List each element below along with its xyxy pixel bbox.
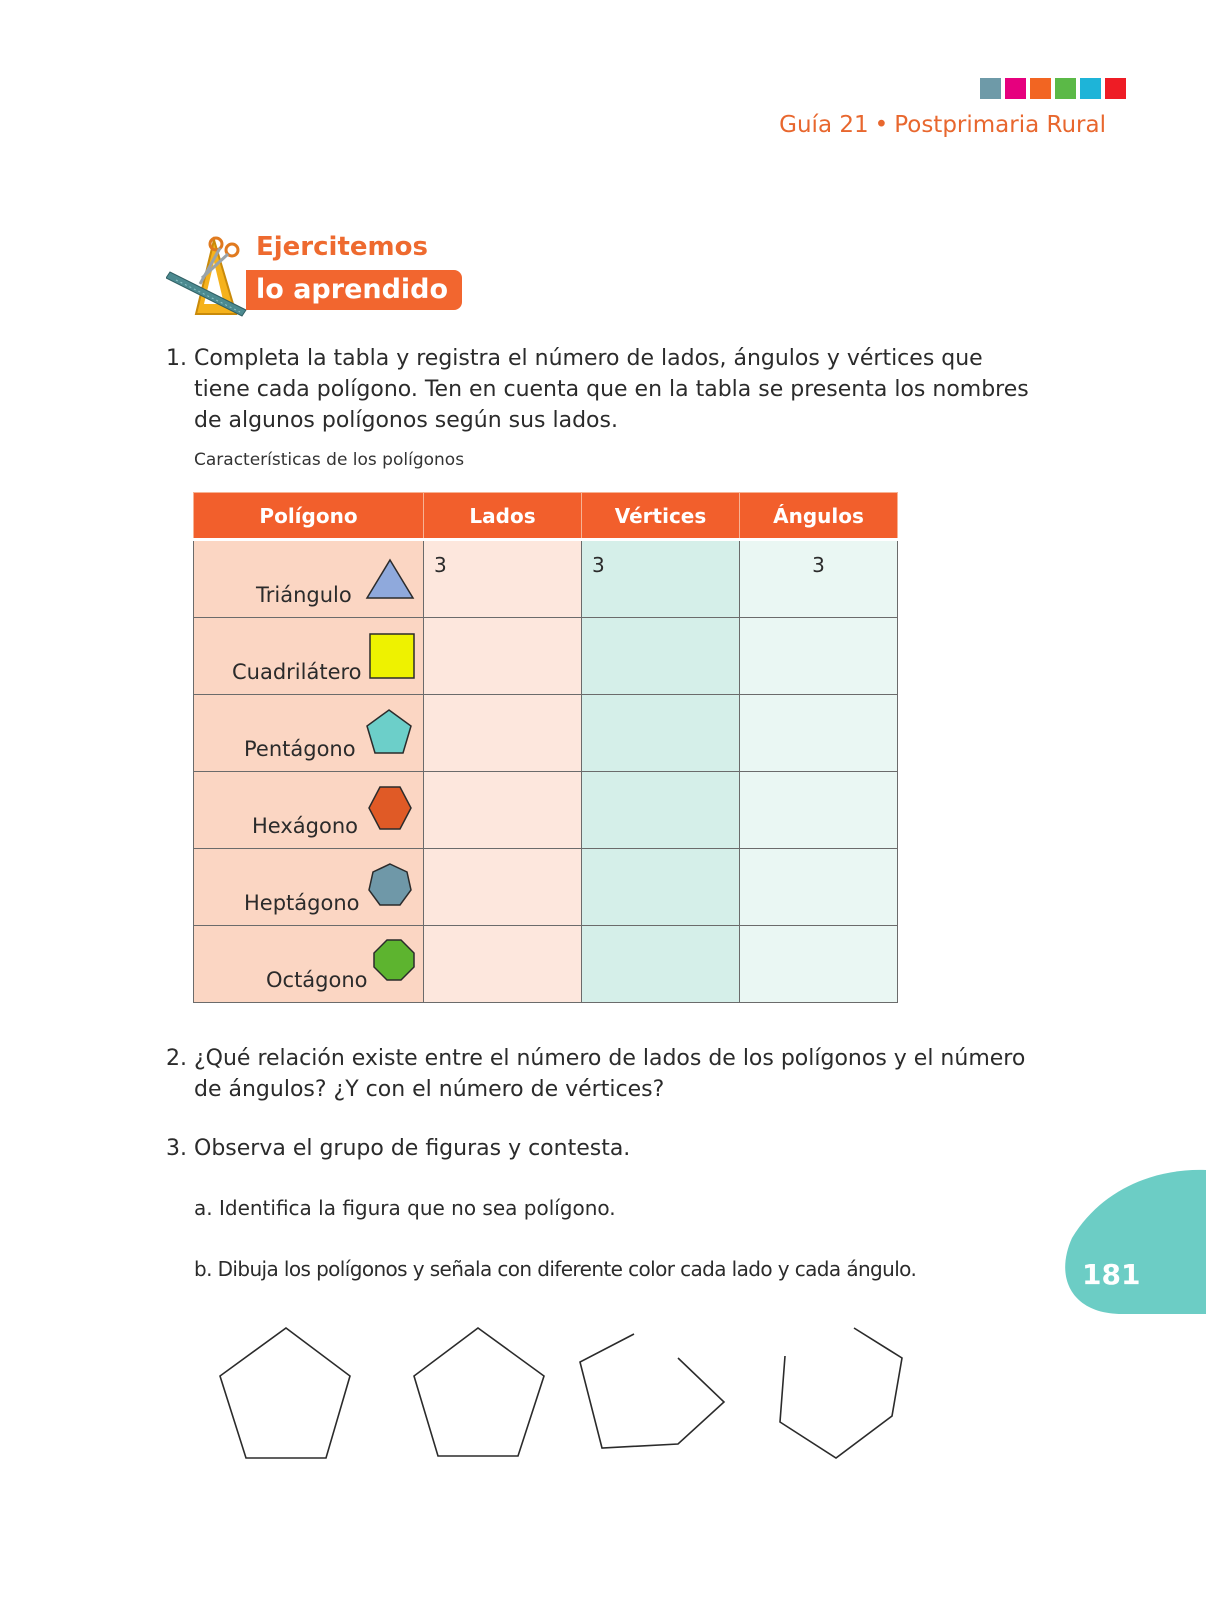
polygon-cell xyxy=(194,695,424,772)
color-swatch xyxy=(1005,78,1026,99)
guide-number: Guía 21 xyxy=(779,112,869,138)
cell-value xyxy=(740,926,897,938)
question-2 xyxy=(166,1043,1032,1105)
cell-value xyxy=(740,772,897,784)
cell-value: 3 xyxy=(434,553,447,577)
vertices-cell[interactable] xyxy=(582,540,740,618)
guide-series: Postprimaria Rural xyxy=(894,112,1106,138)
vertices-cell[interactable] xyxy=(582,926,740,1003)
table-row xyxy=(194,772,898,849)
angulos-cell[interactable] xyxy=(740,849,898,926)
cell-value xyxy=(740,618,897,630)
ruler-scissors-icon xyxy=(166,232,256,322)
table-caption: Características de los polígonos xyxy=(194,450,465,470)
cell-value xyxy=(424,926,581,938)
cell-value: 3 xyxy=(592,553,605,577)
cell-value xyxy=(740,849,897,861)
polygons-table xyxy=(193,492,898,1003)
pentagon-figure xyxy=(414,1328,544,1456)
lados-cell[interactable] xyxy=(424,695,582,772)
heptagon-icon xyxy=(366,861,414,909)
table-row xyxy=(194,695,898,772)
polygon-name: Pentágono xyxy=(244,737,356,761)
open-polygon-figure xyxy=(580,1334,724,1448)
header-angulos: Ángulos xyxy=(740,493,898,540)
lados-cell[interactable] xyxy=(424,618,582,695)
vertices-cell[interactable] xyxy=(582,695,740,772)
guide-separator: • xyxy=(874,112,889,138)
figures-group xyxy=(200,1320,920,1470)
badge-title-line1: Ejercitemos xyxy=(256,232,428,262)
polygon-name: Octágono xyxy=(266,968,368,992)
lados-cell[interactable] xyxy=(424,926,582,1003)
cell-value xyxy=(582,926,739,938)
angulos-cell[interactable] xyxy=(740,772,898,849)
cell-value xyxy=(740,695,897,707)
angulos-cell[interactable] xyxy=(740,926,898,1003)
table-row xyxy=(194,618,898,695)
cell-value xyxy=(424,849,581,861)
triangle-icon xyxy=(364,557,416,601)
polygon-cell xyxy=(194,926,424,1003)
table-row xyxy=(194,540,898,618)
cell-value xyxy=(424,772,581,784)
hexagon-icon xyxy=(366,784,414,832)
vertices-cell[interactable] xyxy=(582,849,740,926)
polygon-cell xyxy=(194,540,424,618)
header-lados: Lados xyxy=(424,493,582,540)
header-poligono: Polígono xyxy=(194,493,424,540)
cell-value xyxy=(424,618,581,630)
color-swatch xyxy=(1105,78,1126,99)
section-badge xyxy=(166,232,456,322)
question-number: 2. xyxy=(166,1046,187,1071)
question-text: Completa la tabla y registra el número de lados, ángulos y vértices que tiene cada polígono. Ten en cuenta que en la tabla se presenta los nombres de algunos polígonos según sus lados. xyxy=(194,346,1029,433)
cell-value xyxy=(582,695,739,707)
page-number: 181 xyxy=(1082,1258,1141,1291)
page-number-tab xyxy=(1062,1168,1206,1316)
lados-cell[interactable] xyxy=(424,540,582,618)
polygon-name: Cuadrilátero xyxy=(232,660,362,684)
cell-value: 3 xyxy=(812,553,825,577)
question-text: Observa el grupo de figuras y contesta. xyxy=(194,1136,631,1161)
angulos-cell[interactable] xyxy=(740,540,898,618)
polygon-cell xyxy=(194,772,424,849)
badge-title-line2: lo aprendido xyxy=(246,270,462,310)
polygon-name: Heptágono xyxy=(244,891,360,915)
polygon-name: Hexágono xyxy=(252,814,358,838)
polygon-cell xyxy=(194,849,424,926)
table-header-row xyxy=(194,493,898,540)
lados-cell[interactable] xyxy=(424,772,582,849)
vertices-cell[interactable] xyxy=(582,618,740,695)
question-3 xyxy=(166,1133,1032,1164)
table-row xyxy=(194,849,898,926)
color-swatch xyxy=(1080,78,1101,99)
question-3a: a. Identifica la figura que no sea polígono. xyxy=(194,1196,616,1220)
question-text: ¿Qué relación existe entre el número de lados de los polígonos y el número de ángulos? ¿Y con el número de vértices? xyxy=(194,1046,1026,1102)
question-number: 3. xyxy=(166,1136,187,1161)
question-1 xyxy=(166,343,1032,436)
pentagon-icon xyxy=(364,707,414,757)
polygon-name: Triángulo xyxy=(256,583,352,607)
question-3b: b. Dibuja los polígonos y señala con diferente color cada lado y cada ángulo. xyxy=(194,1257,917,1281)
header-vertices: Vértices xyxy=(582,493,740,540)
polygon-cell xyxy=(194,618,424,695)
cell-value xyxy=(582,618,739,630)
square-icon xyxy=(368,632,416,680)
table-row xyxy=(194,926,898,1003)
pentagon-figure xyxy=(220,1328,350,1458)
octagon-icon xyxy=(372,938,416,982)
color-swatch xyxy=(1030,78,1051,99)
color-swatch xyxy=(1055,78,1076,99)
header-color-bar xyxy=(980,78,1126,99)
vertices-cell[interactable] xyxy=(582,772,740,849)
lados-cell[interactable] xyxy=(424,849,582,926)
guide-title xyxy=(779,112,1106,138)
question-number: 1. xyxy=(166,346,187,371)
cell-value xyxy=(582,849,739,861)
cell-value xyxy=(424,695,581,707)
open-heptagon-figure xyxy=(780,1328,902,1458)
angulos-cell[interactable] xyxy=(740,618,898,695)
cell-value xyxy=(582,772,739,784)
angulos-cell[interactable] xyxy=(740,695,898,772)
color-swatch xyxy=(980,78,1001,99)
